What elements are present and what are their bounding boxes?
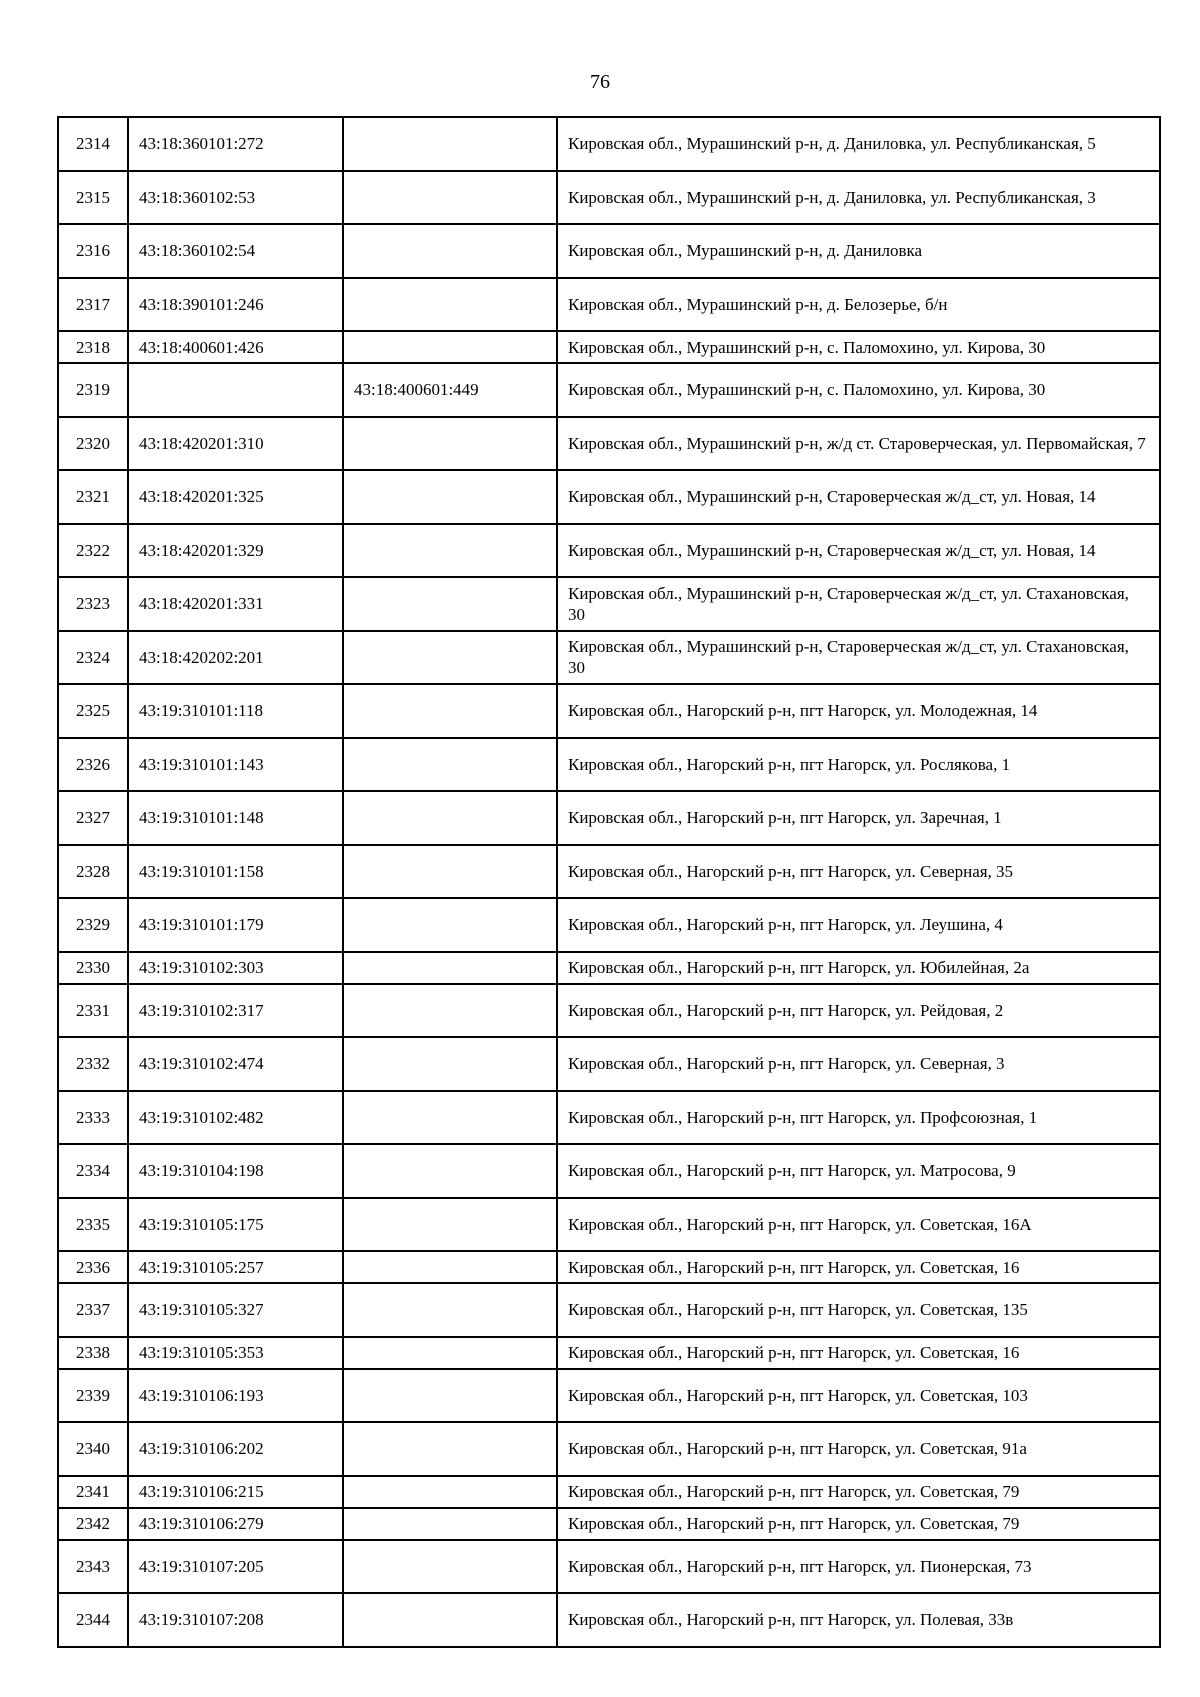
extra-cadastral-number bbox=[343, 1283, 557, 1337]
address: Кировская обл., Нагорский р-н, пгт Нагорск, ул. Профсоюзная, 1 bbox=[557, 1091, 1160, 1145]
table-row bbox=[58, 1144, 1160, 1198]
table-row bbox=[58, 791, 1160, 845]
row-number: 2343 bbox=[58, 1540, 128, 1594]
cadastral-number: 43:18:420201:325 bbox=[128, 470, 343, 524]
row-number: 2340 bbox=[58, 1422, 128, 1476]
row-number: 2330 bbox=[58, 952, 128, 984]
cadastral-number: 43:19:310107:208 bbox=[128, 1593, 343, 1647]
table-row bbox=[58, 984, 1160, 1038]
extra-cadastral-number bbox=[343, 417, 557, 471]
row-number: 2334 bbox=[58, 1144, 128, 1198]
cadastral-number: 43:19:310104:198 bbox=[128, 1144, 343, 1198]
address: Кировская обл., Мурашинский р-н, д. Даниловка, ул. Республиканская, 5 bbox=[557, 117, 1160, 171]
table-row bbox=[58, 1508, 1160, 1540]
table-row bbox=[58, 1422, 1160, 1476]
cadastral-number: 43:18:390101:246 bbox=[128, 278, 343, 332]
address: Кировская обл., Нагорский р-н, пгт Нагорск, ул. Леушина, 4 bbox=[557, 898, 1160, 952]
address: Кировская обл., Нагорский р-н, пгт Нагорск, ул. Советская, 79 bbox=[557, 1476, 1160, 1508]
table-row bbox=[58, 331, 1160, 363]
table-row bbox=[58, 738, 1160, 792]
address: Кировская обл., Мурашинский р-н, д. Даниловка, ул. Республиканская, 3 bbox=[557, 171, 1160, 225]
extra-cadastral-number bbox=[343, 278, 557, 332]
extra-cadastral-number bbox=[343, 1337, 557, 1369]
row-number: 2332 bbox=[58, 1037, 128, 1091]
address: Кировская обл., Мурашинский р-н, Староверческая ж/д_ст, ул. Новая, 14 bbox=[557, 524, 1160, 578]
extra-cadastral-number bbox=[343, 171, 557, 225]
address: Кировская обл., Нагорский р-н, пгт Нагорск, ул. Рослякова, 1 bbox=[557, 738, 1160, 792]
row-number: 2338 bbox=[58, 1337, 128, 1369]
cadastral-number: 43:19:310105:327 bbox=[128, 1283, 343, 1337]
cadastral-number: 43:19:310101:148 bbox=[128, 791, 343, 845]
address: Кировская обл., Нагорский р-н, пгт Нагорск, ул. Северная, 3 bbox=[557, 1037, 1160, 1091]
table-row bbox=[58, 224, 1160, 278]
address: Кировская обл., Мурашинский р-н, д. Даниловка bbox=[557, 224, 1160, 278]
address: Кировская обл., Мурашинский р-н, д. Белозерье, б/н bbox=[557, 278, 1160, 332]
address: Кировская обл., Мурашинский р-н, с. Паломохино, ул. Кирова, 30 bbox=[557, 331, 1160, 363]
cadastral-number: 43:19:310106:279 bbox=[128, 1508, 343, 1540]
extra-cadastral-number: 43:18:400601:449 bbox=[343, 363, 557, 417]
cadastral-number: 43:19:310107:205 bbox=[128, 1540, 343, 1594]
cadastral-number: 43:18:360101:272 bbox=[128, 117, 343, 171]
extra-cadastral-number bbox=[343, 331, 557, 363]
row-number: 2319 bbox=[58, 363, 128, 417]
extra-cadastral-number bbox=[343, 1476, 557, 1508]
address: Кировская обл., Нагорский р-н, пгт Нагорск, ул. Молодежная, 14 bbox=[557, 684, 1160, 738]
table-row bbox=[58, 1337, 1160, 1369]
page-number: 76 bbox=[590, 71, 610, 93]
extra-cadastral-number bbox=[343, 117, 557, 171]
row-number: 2315 bbox=[58, 171, 128, 225]
extra-cadastral-number bbox=[343, 577, 557, 631]
row-number: 2314 bbox=[58, 117, 128, 171]
cadastral-number: 43:19:310105:353 bbox=[128, 1337, 343, 1369]
extra-cadastral-number bbox=[343, 1091, 557, 1145]
extra-cadastral-number bbox=[343, 898, 557, 952]
address: Кировская обл., Нагорский р-н, пгт Нагорск, ул. Северная, 35 bbox=[557, 845, 1160, 899]
cadastral-number: 43:19:310105:175 bbox=[128, 1198, 343, 1252]
row-number: 2329 bbox=[58, 898, 128, 952]
cadastral-number: 43:19:310102:482 bbox=[128, 1091, 343, 1145]
extra-cadastral-number bbox=[343, 524, 557, 578]
extra-cadastral-number bbox=[343, 1422, 557, 1476]
table-row bbox=[58, 117, 1160, 171]
address: Кировская обл., Нагорский р-н, пгт Нагорск, ул. Советская, 91а bbox=[557, 1422, 1160, 1476]
row-number: 2335 bbox=[58, 1198, 128, 1252]
address: Кировская обл., Мурашинский р-н, ж/д ст. Староверческая, ул. Первомайская, 7 bbox=[557, 417, 1160, 471]
row-number: 2337 bbox=[58, 1283, 128, 1337]
address: Кировская обл., Нагорский р-н, пгт Нагорск, ул. Советская, 16 bbox=[557, 1337, 1160, 1369]
table-row bbox=[58, 1593, 1160, 1647]
row-number: 2342 bbox=[58, 1508, 128, 1540]
extra-cadastral-number bbox=[343, 1144, 557, 1198]
address: Кировская обл., Мурашинский р-н, Староверческая ж/д_ст, ул. Стахановская, 30 bbox=[557, 577, 1160, 631]
extra-cadastral-number bbox=[343, 1508, 557, 1540]
row-number: 2344 bbox=[58, 1593, 128, 1647]
extra-cadastral-number bbox=[343, 1251, 557, 1283]
row-number: 2324 bbox=[58, 631, 128, 685]
registry-table bbox=[57, 116, 1161, 1648]
address: Кировская обл., Нагорский р-н, пгт Нагорск, ул. Полевая, 33в bbox=[557, 1593, 1160, 1647]
cadastral-number: 43:19:310101:143 bbox=[128, 738, 343, 792]
cadastral-number: 43:19:310101:179 bbox=[128, 898, 343, 952]
table-row bbox=[58, 1476, 1160, 1508]
cadastral-number: 43:18:360102:53 bbox=[128, 171, 343, 225]
table-row bbox=[58, 684, 1160, 738]
address: Кировская обл., Нагорский р-н, пгт Нагорск, ул. Заречная, 1 bbox=[557, 791, 1160, 845]
table-row bbox=[58, 1283, 1160, 1337]
address: Кировская обл., Нагорский р-н, пгт Нагорск, ул. Советская, 79 bbox=[557, 1508, 1160, 1540]
table-row bbox=[58, 1091, 1160, 1145]
address: Кировская обл., Нагорский р-н, пгт Нагорск, ул. Советская, 16А bbox=[557, 1198, 1160, 1252]
row-number: 2341 bbox=[58, 1476, 128, 1508]
extra-cadastral-number bbox=[343, 984, 557, 1038]
cadastral-number: 43:18:420201:329 bbox=[128, 524, 343, 578]
cadastral-number: 43:19:310101:158 bbox=[128, 845, 343, 899]
table-row bbox=[58, 524, 1160, 578]
table-row bbox=[58, 1037, 1160, 1091]
cadastral-number: 43:19:310105:257 bbox=[128, 1251, 343, 1283]
table-row bbox=[58, 278, 1160, 332]
extra-cadastral-number bbox=[343, 738, 557, 792]
table-row bbox=[58, 1198, 1160, 1252]
row-number: 2328 bbox=[58, 845, 128, 899]
row-number: 2320 bbox=[58, 417, 128, 471]
table-row bbox=[58, 577, 1160, 631]
cadastral-number: 43:18:360102:54 bbox=[128, 224, 343, 278]
extra-cadastral-number bbox=[343, 470, 557, 524]
row-number: 2318 bbox=[58, 331, 128, 363]
address: Кировская обл., Мурашинский р-н, с. Паломохино, ул. Кирова, 30 bbox=[557, 363, 1160, 417]
table-row bbox=[58, 1251, 1160, 1283]
table-row bbox=[58, 898, 1160, 952]
address: Кировская обл., Нагорский р-н, пгт Нагорск, ул. Советская, 103 bbox=[557, 1369, 1160, 1423]
row-number: 2339 bbox=[58, 1369, 128, 1423]
table-row bbox=[58, 952, 1160, 984]
address: Кировская обл., Нагорский р-н, пгт Нагорск, ул. Советская, 135 bbox=[557, 1283, 1160, 1337]
extra-cadastral-number bbox=[343, 1369, 557, 1423]
address: Кировская обл., Мурашинский р-н, Староверческая ж/д_ст, ул. Стахановская, 30 bbox=[557, 631, 1160, 685]
cadastral-number: 43:19:310102:303 bbox=[128, 952, 343, 984]
row-number: 2321 bbox=[58, 470, 128, 524]
cadastral-number: 43:18:420202:201 bbox=[128, 631, 343, 685]
extra-cadastral-number bbox=[343, 684, 557, 738]
cadastral-number: 43:18:420201:310 bbox=[128, 417, 343, 471]
cadastral-number: 43:18:420201:331 bbox=[128, 577, 343, 631]
cadastral-number bbox=[128, 363, 343, 417]
row-number: 2322 bbox=[58, 524, 128, 578]
row-number: 2331 bbox=[58, 984, 128, 1038]
extra-cadastral-number bbox=[343, 791, 557, 845]
row-number: 2325 bbox=[58, 684, 128, 738]
address: Кировская обл., Нагорский р-н, пгт Нагорск, ул. Советская, 16 bbox=[557, 1251, 1160, 1283]
address: Кировская обл., Мурашинский р-н, Староверческая ж/д_ст, ул. Новая, 14 bbox=[557, 470, 1160, 524]
cadastral-number: 43:18:400601:426 bbox=[128, 331, 343, 363]
table-row bbox=[58, 417, 1160, 471]
table-row bbox=[58, 631, 1160, 685]
extra-cadastral-number bbox=[343, 952, 557, 984]
row-number: 2326 bbox=[58, 738, 128, 792]
cadastral-number: 43:19:310106:193 bbox=[128, 1369, 343, 1423]
extra-cadastral-number bbox=[343, 845, 557, 899]
cadastral-number: 43:19:310106:215 bbox=[128, 1476, 343, 1508]
row-number: 2317 bbox=[58, 278, 128, 332]
extra-cadastral-number bbox=[343, 1593, 557, 1647]
table-row bbox=[58, 363, 1160, 417]
address: Кировская обл., Нагорский р-н, пгт Нагорск, ул. Матросова, 9 bbox=[557, 1144, 1160, 1198]
cadastral-number: 43:19:310106:202 bbox=[128, 1422, 343, 1476]
table-row bbox=[58, 1369, 1160, 1423]
table-row bbox=[58, 845, 1160, 899]
extra-cadastral-number bbox=[343, 631, 557, 685]
extra-cadastral-number bbox=[343, 1198, 557, 1252]
row-number: 2333 bbox=[58, 1091, 128, 1145]
row-number: 2316 bbox=[58, 224, 128, 278]
address: Кировская обл., Нагорский р-н, пгт Нагорск, ул. Юбилейная, 2а bbox=[557, 952, 1160, 984]
extra-cadastral-number bbox=[343, 224, 557, 278]
row-number: 2323 bbox=[58, 577, 128, 631]
extra-cadastral-number bbox=[343, 1540, 557, 1594]
row-number: 2336 bbox=[58, 1251, 128, 1283]
cadastral-number: 43:19:310101:118 bbox=[128, 684, 343, 738]
cadastral-number: 43:19:310102:317 bbox=[128, 984, 343, 1038]
table-row bbox=[58, 171, 1160, 225]
row-number: 2327 bbox=[58, 791, 128, 845]
extra-cadastral-number bbox=[343, 1037, 557, 1091]
address: Кировская обл., Нагорский р-н, пгт Нагорск, ул. Пионерская, 73 bbox=[557, 1540, 1160, 1594]
address: Кировская обл., Нагорский р-н, пгт Нагорск, ул. Рейдовая, 2 bbox=[557, 984, 1160, 1038]
table-row bbox=[58, 1540, 1160, 1594]
cadastral-number: 43:19:310102:474 bbox=[128, 1037, 343, 1091]
table-row bbox=[58, 470, 1160, 524]
